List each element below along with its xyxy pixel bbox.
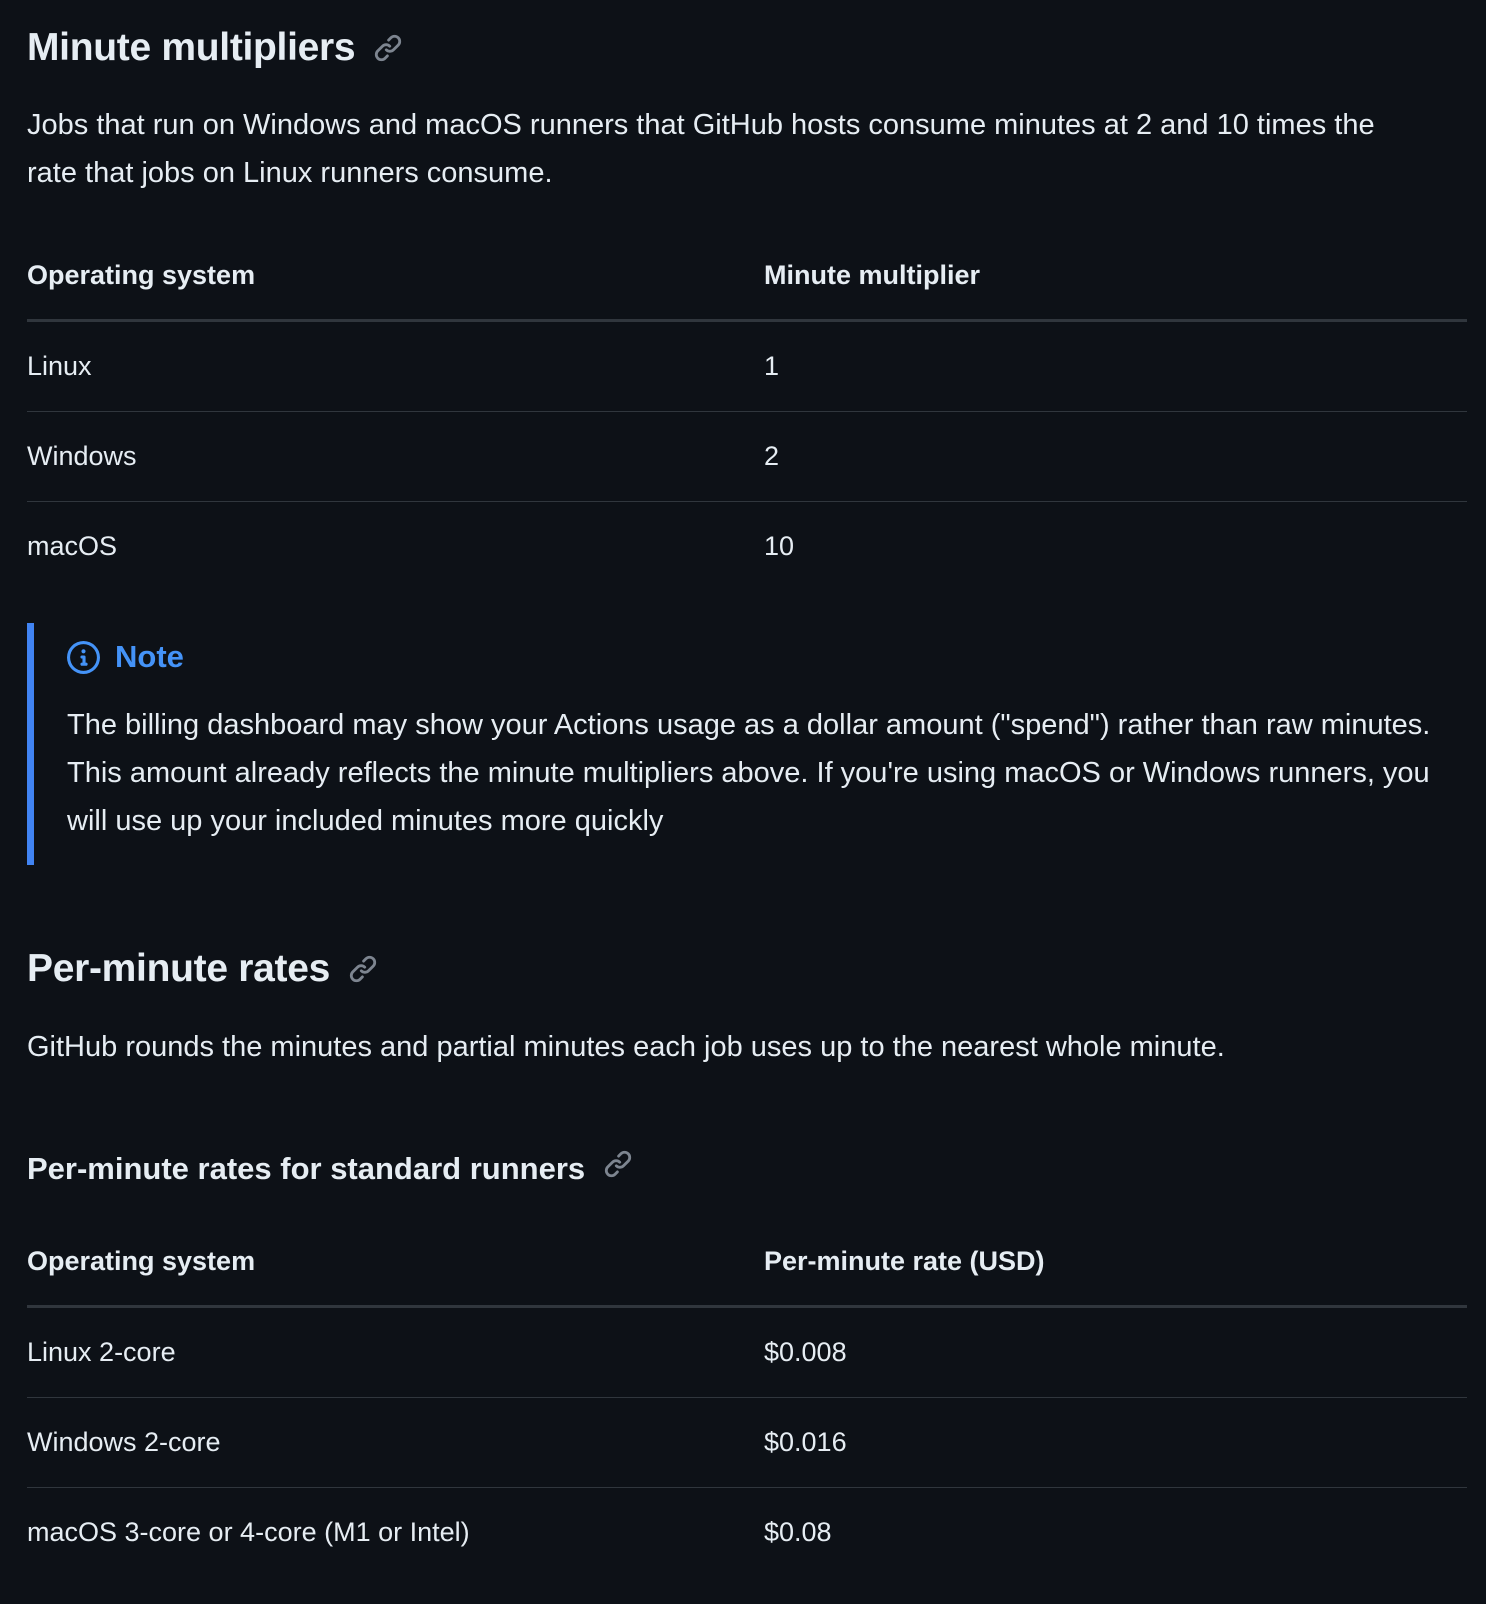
link-icon[interactable] <box>373 33 403 63</box>
link-icon[interactable] <box>603 1149 633 1179</box>
table-row <box>27 1488 1467 1578</box>
table-header-row <box>27 231 1467 321</box>
info-icon <box>67 641 100 674</box>
rate-cell: $0.08 <box>764 1517 832 1547</box>
table-row <box>27 502 1467 592</box>
note-title <box>67 635 1467 679</box>
os-cell: macOS <box>27 531 118 561</box>
os-cell: Windows <box>27 412 764 502</box>
table-row <box>27 321 1467 412</box>
multiplier-cell: 1 <box>764 321 1467 412</box>
table-header-row <box>27 1217 1467 1307</box>
column-header: Per-minute rate (USD) <box>764 1217 1467 1307</box>
section1-paragraph: Jobs that run on Windows and macOS runners that GitHub hosts consume minutes at 2 and 10 times the rate that jobs on Linux runners consume. <box>27 109 1375 189</box>
heading-per-minute-rates <box>27 945 1467 993</box>
os-cell: Linux <box>27 321 764 412</box>
os-cell: Windows 2-core <box>27 1398 764 1488</box>
column-header: Minute multiplier <box>764 231 1467 321</box>
heading-minute-multipliers <box>27 24 1467 72</box>
column-header: Operating system <box>27 231 764 321</box>
table-row <box>27 1398 1467 1488</box>
note-callout <box>27 623 1467 865</box>
multiplier-cell: 10 <box>764 531 795 561</box>
rate-cell: $0.016 <box>764 1398 1467 1488</box>
rate-cell: $0.008 <box>764 1307 1467 1398</box>
note-title-text: Note <box>115 639 184 674</box>
heading-text: Per-minute rates for standard runners <box>27 1151 586 1186</box>
heading-standard-runner-rates <box>27 1149 1467 1189</box>
column-header: Operating system <box>27 1217 764 1307</box>
heading-text: Minute multipliers <box>27 26 356 69</box>
per-minute-rate-table <box>27 1217 1467 1577</box>
link-icon[interactable] <box>348 954 378 984</box>
os-cell: macOS 3-core or 4-core (M1 or Intel) <box>27 1517 470 1547</box>
table-row <box>27 412 1467 502</box>
minute-multiplier-table <box>27 231 1467 591</box>
note-text: The billing dashboard may show your Actions usage as a dollar amount ("spend") rather than raw minutes. This amount already reflects the minute multipliers above. If you're using macOS or Windows runners, you will use up your included minutes more quickly <box>67 709 1431 837</box>
table-row <box>27 1307 1467 1398</box>
os-cell: Linux 2-core <box>27 1307 764 1398</box>
multiplier-cell: 2 <box>764 412 1467 502</box>
section2-paragraph: GitHub rounds the minutes and partial minutes each job uses up to the nearest whole minute. <box>27 1031 1225 1063</box>
heading-text: Per-minute rates <box>27 947 330 990</box>
